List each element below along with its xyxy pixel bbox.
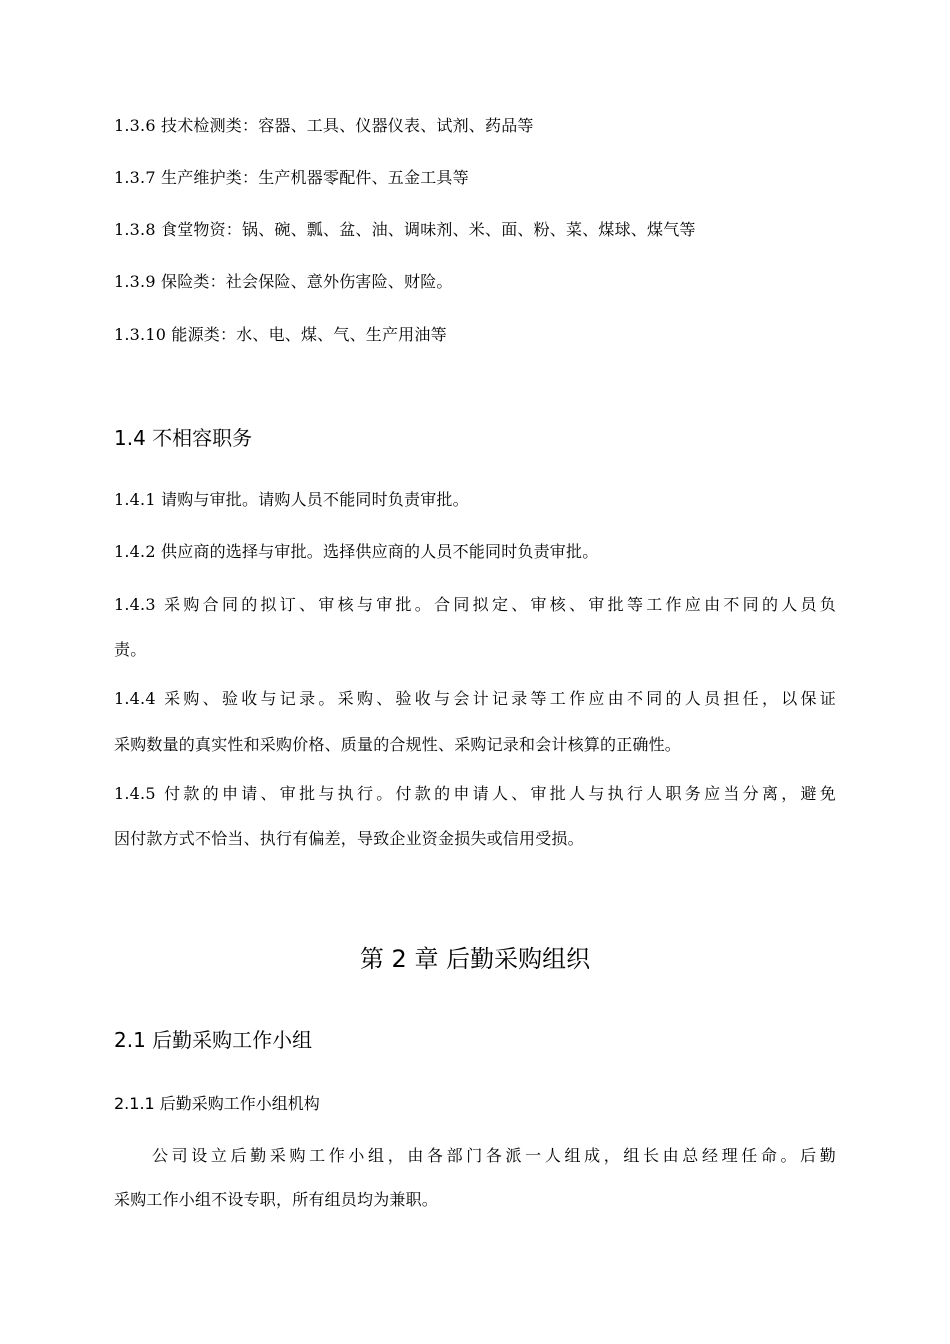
list-item-1-4-4-line2: 采购数量的真实性和采购价格、质量的合规性、采购记录和会计核算的正确性。: [114, 735, 682, 754]
list-item-1-4-5-line1: 1.4.5 付款的申请、审批与执行。付款的申请人、审批人与执行人职务应当分离，避免: [114, 784, 836, 803]
list-item-1-4-2: 1.4.2 供应商的选择与审批。选择供应商的人员不能同时负责审批。: [114, 542, 599, 561]
list-item-1-3-6: 1.3.6 技术检测类：容器、工具、仪器仪表、试剂、药品等: [114, 116, 534, 135]
section-heading-1-4: 1.4 不相容职务: [114, 426, 253, 450]
subsection-heading-2-1-1: 2.1.1 后勤采购工作小组机构: [114, 1094, 320, 1113]
list-item-1-4-5-line2: 因付款方式不恰当、执行有偏差，导致企业资金损失或信用受损。: [114, 829, 584, 848]
list-item-1-3-7: 1.3.7 生产维护类：生产机器零配件、五金工具等: [114, 168, 469, 187]
paragraph-line2: 采购工作小组不设专职，所有组员均为兼职。: [114, 1190, 439, 1209]
list-item-1-4-4-line1: 1.4.4 采购、验收与记录。采购、验收与会计记录等工作应由不同的人员担任，以保证: [114, 689, 836, 708]
list-item-1-4-1: 1.4.1 请购与审批。请购人员不能同时负责审批。: [114, 490, 469, 509]
paragraph-line1: 公司设立后勤采购工作小组，由各部门各派一人组成，组长由总经理任命。后勤: [152, 1146, 836, 1165]
list-item-1-3-9: 1.3.9 保险类：社会保险、意外伤害险、财险。: [114, 272, 453, 291]
list-item-1-3-8: 1.3.8 食堂物资：锅、碗、瓢、盆、油、调味剂、米、面、粉、菜、煤球、煤气等: [114, 220, 696, 239]
list-item-1-4-3-line2: 责。: [114, 640, 147, 659]
list-item-1-3-10: 1.3.10 能源类：水、电、煤、气、生产用油等: [114, 325, 447, 344]
list-item-1-4-3-line1: 1.4.3 采购合同的拟订、审核与审批。合同拟定、审核、审批等工作应由不同的人员负: [114, 595, 836, 614]
section-heading-2-1: 2.1 后勤采购工作小组: [114, 1028, 313, 1052]
chapter-title: 第 2 章 后勤采购组织: [359, 945, 591, 973]
